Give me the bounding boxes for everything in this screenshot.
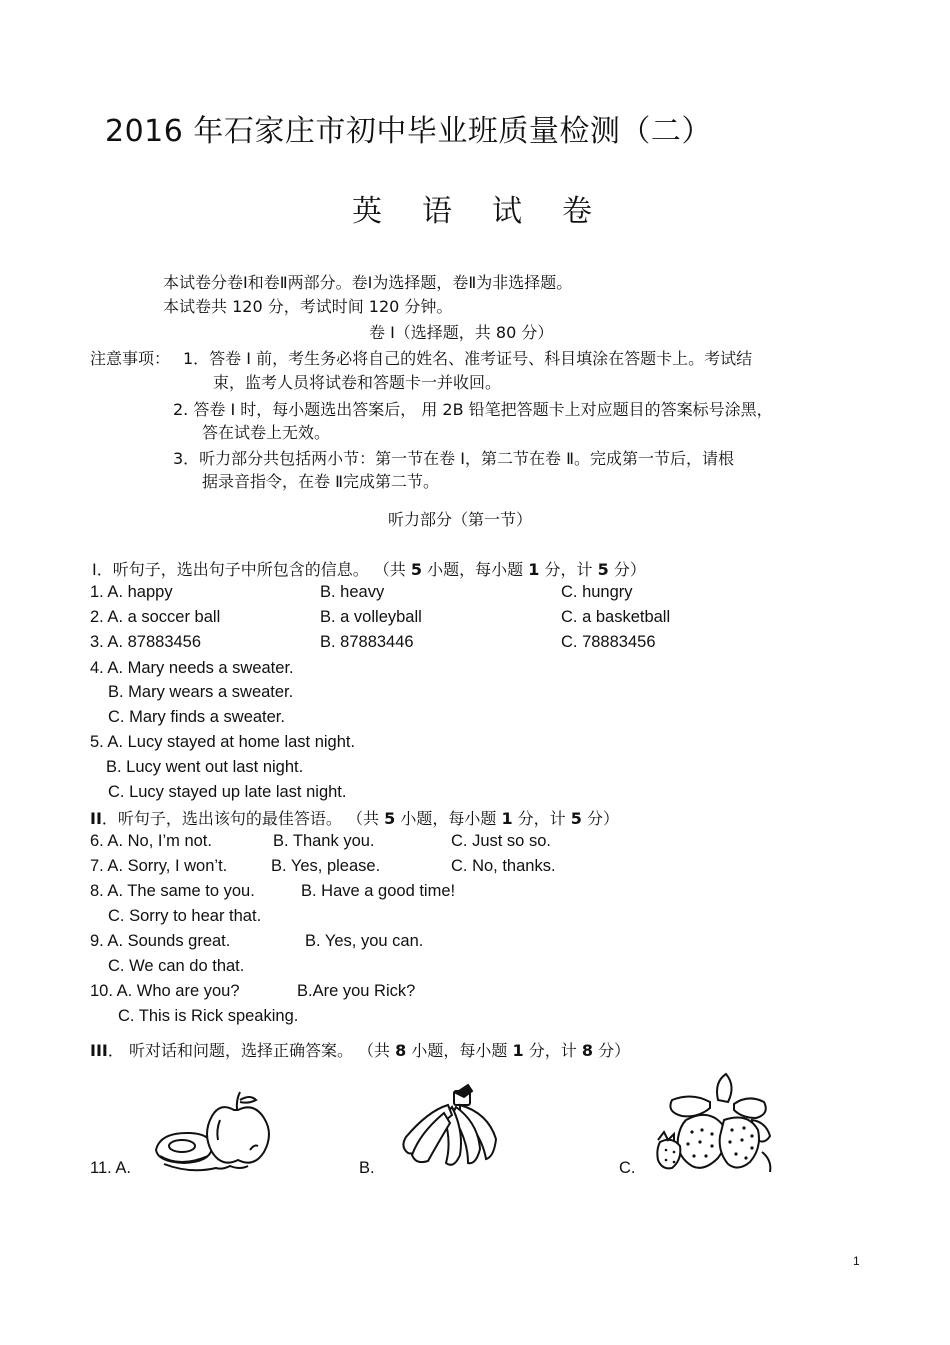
section-count: 8: [395, 1041, 407, 1060]
banana-icon: [398, 1083, 503, 1173]
page-number: 1: [853, 1254, 860, 1268]
section-text: 分）: [613, 560, 646, 579]
section-number: II: [90, 809, 102, 828]
q10-option-c: C. This is Rick speaking.: [118, 1007, 299, 1025]
subtitle-char: 卷: [562, 194, 592, 229]
q6-option-a: 6. A. No, I’m not.: [90, 832, 212, 850]
section-text: ．听句子，选出该句的最佳答语。 （共: [101, 809, 379, 828]
section-2-heading: [90, 806, 619, 829]
q10-option-a: 10. A. Who are you?: [90, 982, 240, 1000]
section-1-heading: [92, 557, 646, 580]
section-text: 分）: [587, 809, 620, 828]
note-2-line-1: 2. 答卷 Ⅰ 时，每小题选出答案后， 用 2B 铅笔把答题卡上对应题目的答案标号涂黑，: [173, 400, 773, 419]
section-text: 小题，每小题: [427, 560, 524, 579]
volume-1-heading: 卷 I（选择题，共 80 分）: [369, 323, 554, 342]
subtitle-char: 试: [492, 194, 522, 229]
q2-option-a: 2. A. a soccer ball: [90, 608, 221, 626]
page-title: 2016 年石家庄市初中毕业班质量检测（二）: [105, 114, 712, 149]
q4-option-b: B. Mary wears a sweater.: [108, 683, 294, 701]
intro-line-2: 本试卷共 120 分，考试时间 120 分钟。: [163, 297, 453, 316]
q9-option-c: C. We can do that.: [108, 957, 245, 975]
subtitle-char: 语: [422, 194, 452, 229]
q3-option-c: C. 78883456: [561, 633, 656, 651]
q11-option-a: 11. A.: [90, 1159, 131, 1177]
q5-option-a: 5. A. Lucy stayed at home last night.: [90, 733, 356, 751]
q6-option-b: B. Thank you.: [273, 832, 375, 850]
intro-line-1: 本试卷分卷Ⅰ和卷Ⅱ两部分。卷Ⅰ为选择题，卷Ⅱ为非选择题。: [163, 273, 573, 292]
q5-option-b: B. Lucy went out last night.: [106, 758, 304, 776]
q1-option-a: 1. A. happy: [90, 583, 173, 601]
q11-option-b: B.: [359, 1159, 375, 1177]
q7-option-b: B. Yes, please.: [271, 857, 381, 875]
apple-icon: [150, 1090, 275, 1175]
section-text: ． 听对话和问题，选择正确答案。 （共: [107, 1041, 391, 1060]
q10-option-b: B.Are you Rick?: [297, 982, 416, 1000]
section-number: III: [90, 1041, 108, 1060]
q8-option-c: C. Sorry to hear that.: [108, 907, 262, 925]
q6-option-c: C. Just so so.: [451, 832, 551, 850]
listening-header: 听力部分（第一节）: [388, 510, 533, 529]
q8-option-a: 8. A. The same to you.: [90, 882, 255, 900]
paper-subtitle: [352, 186, 632, 230]
section-text: ．听句子，选出句子中所包含的信息。 （共: [96, 560, 406, 579]
section-text: 分，计: [528, 1041, 577, 1060]
note-1-line-1: 1．答卷 Ⅰ 前，考生务必将自己的姓名、准考证号、科目填涂在答题卡上。考试结: [183, 349, 753, 368]
q4-option-c: C. Mary finds a sweater.: [108, 708, 285, 726]
q7-option-c: C. No, thanks.: [451, 857, 556, 875]
q9-option-b: B. Yes, you can.: [305, 932, 424, 950]
section-count: 5: [410, 560, 423, 579]
section-total: 8: [581, 1041, 593, 1060]
q1-option-c: C. hungry: [561, 583, 633, 601]
section-text: 分，计: [544, 560, 593, 579]
section-points: 1: [501, 809, 513, 828]
section-total: 5: [597, 560, 609, 579]
note-2-line-2: 答在试卷上无效。: [202, 423, 331, 442]
section-text: 分）: [598, 1041, 631, 1060]
strawberry-icon: [652, 1072, 777, 1175]
q8-option-b: B. Have a good time!: [301, 882, 456, 900]
q2-option-c: C. a basketball: [561, 608, 671, 626]
section-total: 5: [570, 809, 582, 828]
q9-option-a: 9. A. Sounds great.: [90, 932, 231, 950]
q3-option-a: 3. A. 87883456: [90, 633, 202, 651]
note-3-line-1: 3．听力部分共包括两小节：第一节在卷 Ⅰ，第二节在卷 Ⅱ。完成第一节后，请根: [173, 449, 734, 468]
q5-option-c: C. Lucy stayed up late last night.: [108, 783, 347, 801]
section-text: 小题，每小题: [411, 1041, 508, 1060]
q11-option-c: C.: [619, 1159, 636, 1177]
section-count: 5: [384, 809, 396, 828]
q7-option-a: 7. A. Sorry, I won’t.: [90, 857, 228, 875]
section-points: 1: [512, 1041, 524, 1060]
section-text: 小题，每小题: [400, 809, 497, 828]
notes-label: 注意事项：: [90, 349, 171, 368]
section-number: Ⅰ: [92, 560, 97, 579]
section-points: 1: [528, 560, 540, 579]
q1-option-b: B. heavy: [320, 583, 385, 601]
q4-option-a: 4. A. Mary needs a sweater.: [90, 659, 294, 677]
section-text: 分，计: [517, 809, 566, 828]
section-3-heading: [90, 1038, 630, 1061]
note-3-line-2: 据录音指令，在卷 Ⅱ完成第二节。: [202, 472, 439, 491]
q3-option-b: B. 87883446: [320, 633, 414, 651]
q2-option-b: B. a volleyball: [320, 608, 422, 626]
subtitle-char: 英: [352, 194, 382, 229]
note-1-line-2: 束，监考人员将试卷和答题卡一并收回。: [213, 373, 502, 392]
